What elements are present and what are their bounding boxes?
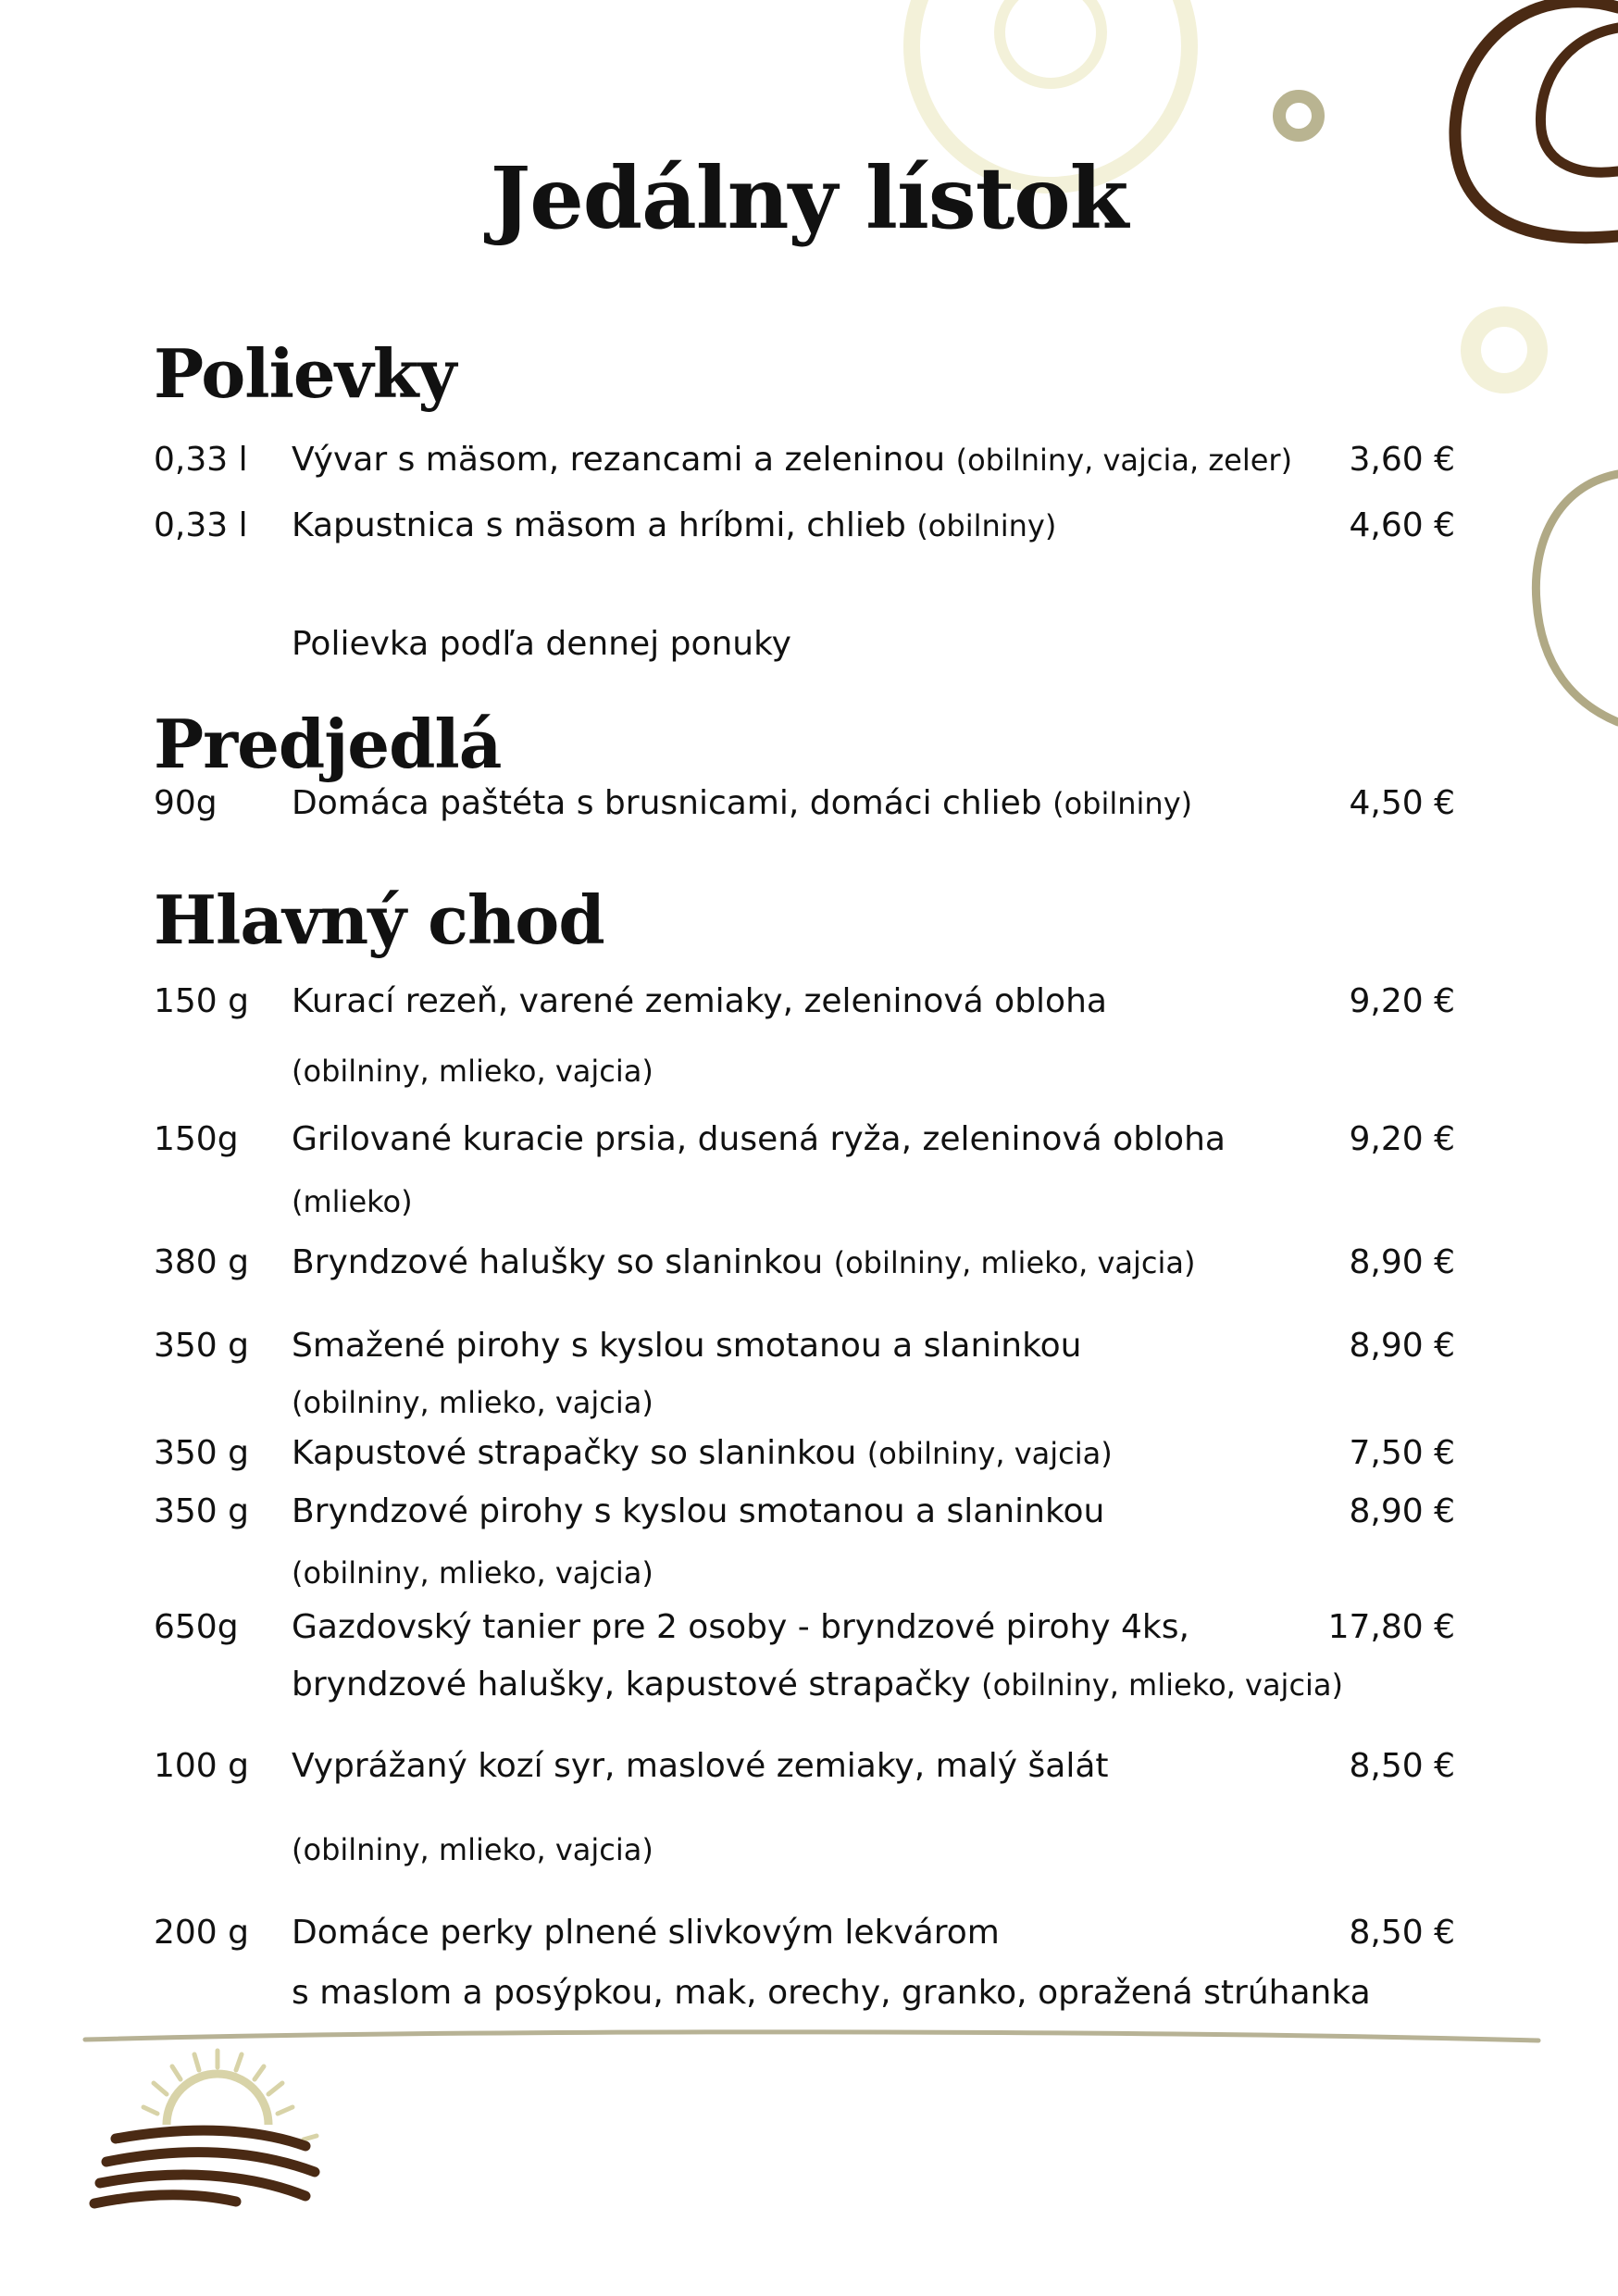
item-name: Smažené pirohy s kyslou smotanou a slaninkou [292, 1327, 1082, 1365]
item-price: 17,80 € [1327, 1608, 1455, 1646]
item-allergens: (obilniny, mlieko, vajcia) [833, 1245, 1196, 1280]
item-allergens: (obilniny, mlieko, vajcia) [292, 1555, 653, 1591]
menu-item [0, 979, 1618, 1025]
section-heading-mains: Hlavný chod [154, 880, 604, 959]
menu-item [0, 437, 1618, 483]
item-name: Bryndzové halušky so slaninkou (obilniny, mlieko, vajcia) [292, 1243, 1196, 1281]
item-price: 9,20 € [1349, 1120, 1455, 1158]
section-heading-starters: Predjedlá [154, 705, 502, 783]
deco-brown-ring-inner [1540, 28, 1618, 172]
item-quantity: 100 g [154, 1747, 250, 1785]
item-allergens: (obilniny, vajcia) [866, 1436, 1113, 1471]
item-allergens: (obilniny, mlieko, vajcia) [981, 1667, 1344, 1703]
item-price: 8,50 € [1349, 1914, 1455, 1952]
item-quantity: 0,33 l [154, 441, 248, 479]
menu-item [0, 1910, 1618, 1956]
item-name-continued: s maslom a posýpkou, mak, orechy, granko, opražená strúhanka [292, 1974, 1371, 2012]
item-name: Vývar s mäsom, rezancami a zeleninou (obilniny, vajcia, zeler) [292, 441, 1293, 479]
item-allergens: (obilniny, mlieko, vajcia) [292, 1832, 653, 1867]
item-name: Kapustnica s mäsom a hríbmi, chlieb (obilniny) [292, 506, 1057, 544]
menu-item [0, 1489, 1618, 1535]
item-price: 8,90 € [1349, 1243, 1455, 1281]
deco-olive-dot [1279, 96, 1318, 135]
menu-item [0, 1323, 1618, 1369]
item-allergens: (obilniny, vajcia, zeler) [955, 443, 1293, 478]
item-allergens: (obilniny) [1052, 786, 1193, 821]
item-quantity: 150g [154, 1120, 239, 1158]
item-price: 3,60 € [1349, 441, 1455, 479]
item-name: Grilované kuracie prsia, dusená ryža, zeleninová obloha [292, 1120, 1226, 1158]
item-name-continued: bryndzové halušky, kapustové strapačky (obilniny, mlieko, vajcia) [292, 1666, 1344, 1703]
section-heading-soups: Polievky [154, 334, 456, 413]
item-quantity: 350 g [154, 1327, 250, 1365]
menu-item [0, 780, 1618, 827]
soup-daily-note: Polievka podľa dennej ponuky [292, 625, 791, 663]
page-title: Jedálny lístok [490, 148, 1128, 248]
deco-cream-dot [1471, 317, 1537, 383]
item-price: 8,90 € [1349, 1492, 1455, 1530]
item-price: 9,20 € [1349, 982, 1455, 1020]
menu-item [0, 1604, 1618, 1651]
menu-item [0, 1117, 1618, 1163]
menu-item [0, 503, 1618, 549]
item-allergens: (obilniny) [916, 508, 1057, 543]
item-allergens: (obilniny, mlieko, vajcia) [292, 1385, 653, 1420]
item-quantity: 200 g [154, 1914, 250, 1952]
item-price: 4,60 € [1349, 506, 1455, 544]
sun-field-logo-icon [94, 2051, 317, 2203]
item-name: Kapustové strapačky so slaninkou (obilniny, vajcia) [292, 1434, 1113, 1472]
item-name: Domáca paštéta s brusnicami, domáci chlieb (obilniny) [292, 784, 1193, 822]
item-name: Kurací rezeň, varené zemiaky, zeleninová obloha [292, 982, 1107, 1020]
menu-item [0, 1240, 1618, 1286]
footer-divider [85, 2032, 1538, 2040]
item-quantity: 350 g [154, 1492, 250, 1530]
item-quantity: 150 g [154, 982, 250, 1020]
item-allergens: (mlieko) [292, 1184, 413, 1219]
item-name: Bryndzové pirohy s kyslou smotanou a slaninkou [292, 1492, 1105, 1530]
item-name: Vyprážaný kozí syr, maslové zemiaky, malý šalát [292, 1747, 1109, 1785]
item-price: 8,90 € [1349, 1327, 1455, 1365]
item-price: 7,50 € [1349, 1434, 1455, 1472]
item-quantity: 650g [154, 1608, 239, 1646]
menu-item [0, 1743, 1618, 1790]
deco-cream-ring-inner [1000, 0, 1101, 83]
item-name: Gazdovský tanier pre 2 osoby - bryndzové pirohy 4ks, [292, 1608, 1189, 1646]
item-quantity: 90g [154, 784, 218, 822]
item-allergens: (obilniny, mlieko, vajcia) [292, 1054, 653, 1089]
item-price: 4,50 € [1349, 784, 1455, 822]
menu-item [0, 1430, 1618, 1477]
item-quantity: 350 g [154, 1434, 250, 1472]
item-quantity: 380 g [154, 1243, 250, 1281]
item-name: Domáce perky plnené slivkovým lekvárom [292, 1914, 1000, 1952]
item-price: 8,50 € [1349, 1747, 1455, 1785]
item-quantity: 0,33 l [154, 506, 248, 544]
